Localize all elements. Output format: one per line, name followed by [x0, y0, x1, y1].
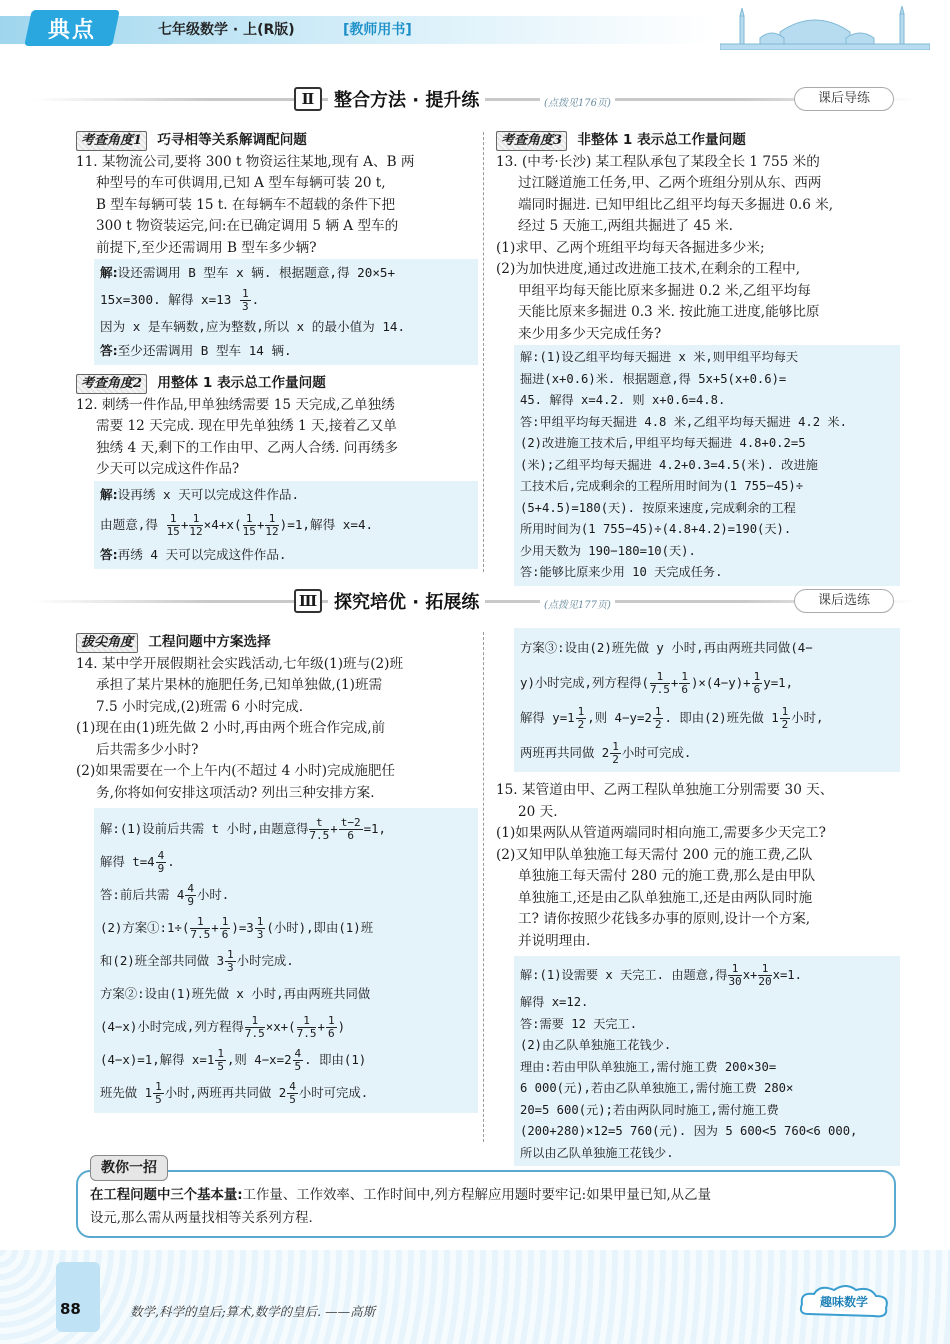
text-line: 需要 12 天完成. 现在甲先单独绣 1 天,接着乙又单: [96, 418, 397, 434]
text-line: 12. 刺绣一件作品,甲单独绣需要 15 天完成,乙单独绣: [76, 396, 395, 413]
answer-11: 解:设还需调用 B 型车 x 辆. 根据题意,得 20×5+ 15x=300. 解得 x=13 $\frac{1}{3}$ . 因为 x 是车辆数,应为整数,所以 x 的最小值为 14. 答:至少还需调用 B 型车 14 辆.: [94, 259, 478, 365]
question-11: [76, 152, 478, 260]
column-divider: [483, 632, 484, 1142]
answer-14-plan3: 方案③:设由(2)班先做 y 小时,再由两班共同做(4− y)小时完成,列方程得( $\frac{1}{7.5}$ + $\frac{1}{6}$ )×(4−y)+ $\frac{1}{6}$ y=1, 解得 y=1 $\frac{1}{2}$ ,则 4−y=2 $\frac{1}{2}$ . 即由(2)班先做 1 $\frac{1}{2}$ 小时, 两班再共同做 2 $\frac{1}{2}$ 小时可完成.: [514, 628, 900, 772]
angle-label: 考查角度3: [496, 131, 567, 151]
text-line: 300 t 物资装运完,问:在已确定调用 5 辆 A 型车的: [96, 218, 399, 234]
section-title: 探究培优 · 拓展练: [328, 588, 485, 614]
section-number: Ⅲ: [294, 589, 322, 613]
angle-heading: [76, 632, 478, 654]
question-12: [76, 395, 478, 481]
section-tag: 课后选练: [794, 589, 894, 613]
angle-title: 非整体 1 表示总工作量问题: [577, 132, 746, 148]
book-title: 七年级数学 · 上(R版): [158, 22, 295, 38]
section-banner-2: [32, 84, 918, 114]
text-line: 前提下,至少还需调用 B 型车多少辆?: [96, 239, 317, 256]
fun-math-stamp: [798, 1284, 890, 1320]
text-line: B 型车每辆可装 15 t. 在每辆车不超载的条件下把: [96, 196, 396, 213]
answer-14: 解:(1)设前后共需 t 小时,由题意得 $\frac{t}{7.5}$ + $\frac{t-2}{6}$ =1, 解得 t=4 $\frac{4}{9}$ . 答:前后共需 4 $\frac{4}{9}$ 小时. (2)方案①:1÷( $\frac{1}{7.5}$ + $\frac{1}{6}$ )=3 $\frac{1}{3}$ (小时),即由(1)班 和(2)班全部共同做 3 $\frac{1}{3}$ 小时完成. 方案②:设由(1)班先做 x 小时,再由两班共同做 (4−x)小时完成,列方程得 $\frac{1}{7.5}$ ×x+( $\frac{1}{7.5}$ + $\frac{1}{6}$ ) (4−x)=1,解得 x=1 $\frac{1}{5}$ ,则 4−x=2 $\frac{4}{5}$ . 即由(1) 班先做 1 $\frac{1}{5}$ 小时,两班再共同做 2 $\frac{4}{5}$ 小时可完成.: [94, 808, 478, 1113]
page-number-tab: [56, 1262, 100, 1332]
answer-12: 解:设再绣 x 天可以完成这件作品. 由题意,得 $\frac{1}{15}$ + $\frac{1}{12}$ ×4+x( $\frac{1}{15}$ + $\frac{1}{12}$ )=1,解得 x=4. 答:再绣 4 天可以完成这件作品.: [94, 481, 478, 569]
question-14: 14. 某中学开展假期社会实践活动,七年级(1)班与(2)班 承担了某片果林的施肥任务,已知单独做,(1)班需 7.5 小时完成,(2)班需 6 小时完成. (1)现在由(1)班先做 2 小时,再由两个班合作完成,前 后共需多少小时? (2)如果需要在一个上午内(不超过 4 小时)完成施肥任 务,你将如何安排这项活动? 列出三种安排方案.: [76, 655, 404, 801]
question-13: 13. (中考·长沙) 某工程队承包了某段全长 1 755 米的 过江隧道施工任务,甲、乙两个班组分别从东、西两 端同时掘进. 已知甲组比乙组平均每天多掘进 0.6 米, 经过 5 天施工,两组共掘进了 45 米. (1)求甲、乙两个班组平均每天各掘进多少米; (2)为加快进度,通过改进施工技术,在剩余的工程中, 甲组平均每天能比原来多掘进 0.2 米,乙组平均每 天能比原来多掘进 0.3 米. 按此施工进度,能够比原 来少用多少天完成任务?: [496, 153, 834, 342]
tip-badge: 教你一招: [90, 1155, 168, 1181]
section-number: Ⅱ: [294, 87, 322, 111]
page-header: [0, 0, 950, 52]
angle-heading: [76, 373, 478, 395]
text-line: 11. 某物流公司,要将 300 t 物资运往某地,现有 A、B 两: [76, 153, 415, 170]
left-column-section2: [76, 130, 478, 569]
text-line: 独绣 4 天,剩下的工作由甲、乙两人合绣. 问再绣多: [96, 439, 399, 456]
section-title: 整合方法 · 提升练: [328, 86, 485, 112]
question-15: 15. 某管道由甲、乙两工程队单独施工分别需要 30 天、 20 天. (1)如果两队从管道两端同时相向施工,需要多少天完工? (2)又知甲队单独施工每天需付 200 元的施工费,乙队 单独施工每天需付 280 元的施工费,那么是由甲队 单独施工,还是由乙队单独施工,还是由两队同时施 工? 请你按照少花钱多办事的原则,设计一个方案, 并说明理由.: [496, 782, 834, 949]
section-reference: (点拨见176页): [540, 94, 615, 109]
tip-bold: 在工程问题中三个基本量:: [90, 1188, 243, 1203]
angle-title: 巧寻相等关系解调配问题: [157, 132, 307, 148]
section-tag: 课后导练: [794, 87, 894, 111]
angle-label: 考查角度2: [76, 374, 147, 394]
answer-15: 解:(1)设需要 x 天完工. 由题意,得 $\frac{1}{30}$ x+ $\frac{1}{20}$ x=1. 解得 x=12. 答:需要 12 天完工. (2)由乙队单独施工花钱少. 理由:若由甲队单独施工,需付施工费 200×30= 6 000(元),若由乙队单独施工,需付施工费 280× 20=5 600(元);若由两队同时施工,需付施工费 (200+280)×12=5 760(元). 因为 5 600<5 760<6 000, 所以由乙队单独施工花钱少.: [514, 956, 900, 1166]
angle-label: 考查角度1: [76, 131, 147, 151]
text-line: 种型号的车可供调用,已知 A 型车每辆可装 20 t,: [96, 175, 386, 191]
left-column-section3: [76, 632, 478, 1113]
section-banner-3: [32, 586, 918, 616]
footer-quote: 数学,科学的皇后;算术,数学的皇后. ——高斯: [130, 1304, 376, 1319]
answer-13: 解:(1)设乙组平均每天掘进 x 米,则甲组平均每天 掘进(x+0.6)米. 根据题意,得 5x+5(x+0.6)= 45. 解得 x=4.2. 则 x+0.6=4.8. 答:甲组平均每天掘进 4.8 米,乙组平均每天掘进 4.2 米. (2)改进施工技术后,甲组平均每天掘进 4.8+0.2=5 (米);乙组平均每天掘进 4.2+0.3=4.5(米). 改进施 工技术后,完成剩余的工程所用时间为(1 755−45)÷ (5+4.5)=180(天). 按原来速度,完成剩余的工程 所用时间为(1 755−45)÷(4.8+4.2)=190(天). 少用天数为 190−180=10(天). 答:能够比原来少用 10 天完成任务.: [514, 345, 900, 586]
tip-text: 设元,那么需从两量找相等关系列方程.: [90, 1211, 313, 1226]
right-column-section3: [496, 628, 900, 1166]
angle-label: 拔尖角度: [76, 633, 138, 653]
column-divider: [483, 132, 484, 572]
stamp-text: 趣味数学: [819, 1295, 868, 1309]
tip-text: 工作量、工作效率、工作时间中,列方程解应用题时要牢记:如果甲量已知,从乙量: [242, 1188, 711, 1203]
tip-box: [76, 1170, 896, 1238]
section-reference: (点拨见177页): [540, 596, 615, 611]
mosque-skyline-icon: [720, 6, 930, 50]
right-column-section2: [496, 130, 900, 586]
angle-heading: [496, 130, 900, 152]
text-line: 少天可以完成这件作品?: [96, 461, 240, 477]
angle-title: 工程问题中方案选择: [148, 634, 271, 650]
angle-title: 用整体 1 表示总工作量问题: [157, 375, 326, 391]
edition-label: [教师用书]: [343, 22, 412, 38]
page-number: 88: [60, 1300, 81, 1318]
angle-heading: [76, 130, 478, 152]
series-logo: 典点: [24, 10, 120, 46]
